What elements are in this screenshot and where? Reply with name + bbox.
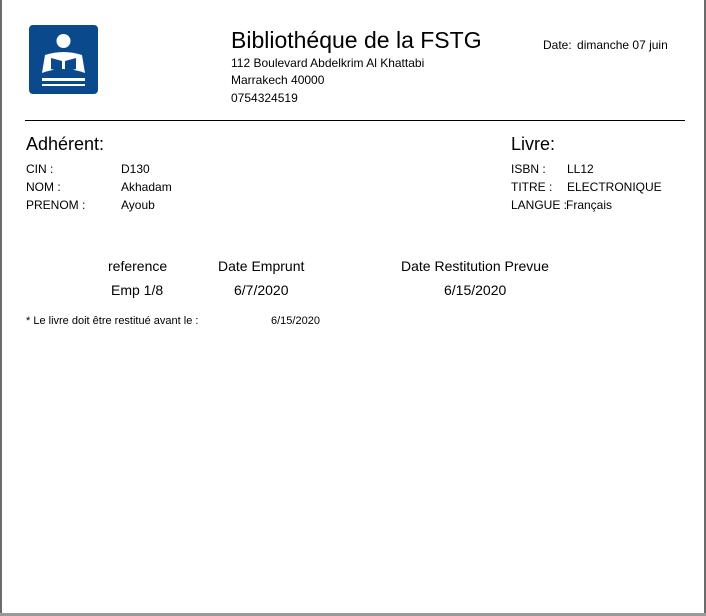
- livre-title: Livre:: [511, 134, 556, 154]
- adherent-cin-value: D130: [121, 162, 150, 176]
- livre-langue-value: Français: [566, 198, 613, 212]
- date-label: Date:: [543, 38, 572, 52]
- col-header-date-restitution: Date Restitution Prevue: [401, 258, 549, 274]
- library-logo: [29, 25, 98, 94]
- window-left-border: [0, 0, 2, 616]
- adherent-cin-label: CIN :: [26, 162, 54, 176]
- adherent-nom-label: NOM :: [26, 180, 61, 194]
- livre-isbn-label: ISBN :: [511, 162, 546, 176]
- library-name: Bibliothéque de la FSTG: [231, 27, 482, 53]
- adherent-prenom-value: Ayoub: [121, 198, 155, 212]
- print-date: [543, 38, 668, 52]
- livre-titre-label: TITRE :: [511, 180, 553, 194]
- cell-reference: Emp 1/8: [111, 282, 164, 298]
- livre-langue-label: LANGUE :: [511, 198, 568, 212]
- livre-titre-value: ELECTRONIQUE: [567, 180, 662, 194]
- col-header-reference: reference: [108, 258, 168, 274]
- reader-book-icon: [29, 25, 98, 94]
- return-note: * Le livre doit être restitué avant le :: [26, 315, 199, 327]
- library-city: Marrakech 40000: [231, 73, 325, 87]
- cell-date-restitution: 6/15/2020: [444, 282, 507, 298]
- adherent-prenom-label: PRENOM :: [26, 198, 86, 212]
- return-note-date: 6/15/2020: [271, 315, 320, 327]
- header-divider: [25, 120, 685, 121]
- library-phone: 0754324519: [231, 91, 298, 105]
- date-value: dimanche 07 juin: [577, 38, 668, 52]
- adherent-title: Adhérent:: [26, 134, 105, 154]
- library-address: 112 Boulevard Abdelkrim Al Khattabi: [231, 56, 425, 70]
- cell-date-emprunt: 6/7/2020: [234, 282, 289, 298]
- adherent-nom-value: Akhadam: [121, 180, 172, 194]
- col-header-date-emprunt: Date Emprunt: [218, 258, 305, 274]
- livre-isbn-value: LL12: [567, 162, 594, 176]
